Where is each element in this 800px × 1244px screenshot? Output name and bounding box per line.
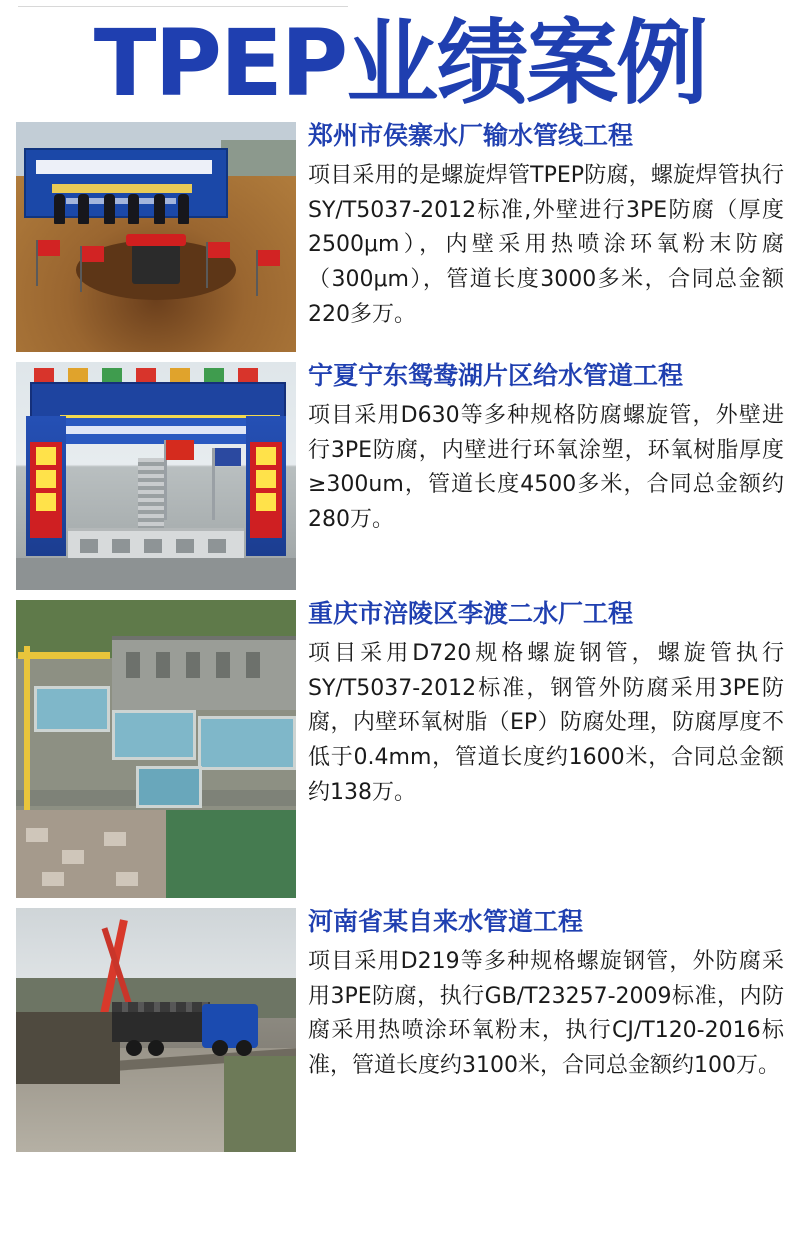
water-plant-aerial-photo bbox=[16, 600, 296, 898]
photo-building-window bbox=[216, 652, 230, 678]
photo-building-window bbox=[126, 652, 140, 678]
case-text bbox=[308, 908, 784, 1084]
photo-dirt-bank bbox=[16, 1012, 120, 1084]
photo-person bbox=[78, 194, 89, 224]
photo-water-tank bbox=[136, 766, 202, 808]
case-item-henan bbox=[16, 908, 784, 1152]
page-title: TPEP业绩案例 bbox=[93, 10, 707, 117]
photo-person bbox=[128, 194, 139, 224]
case-item-zhengzhou bbox=[16, 122, 784, 352]
photo-banner-char bbox=[36, 493, 56, 511]
photo-debris bbox=[62, 850, 84, 864]
photo-cabin-window bbox=[208, 539, 226, 553]
photo-pennant bbox=[170, 368, 190, 382]
case-list bbox=[16, 122, 784, 1152]
photo-arch-header bbox=[30, 382, 286, 420]
photo-red-flag bbox=[258, 250, 280, 266]
photo-arch-subheader bbox=[38, 418, 274, 444]
banner-line-1 bbox=[36, 160, 212, 174]
photo-truck-wheel bbox=[126, 1040, 142, 1056]
photo-cabin-window bbox=[144, 539, 162, 553]
case-heading: 郑州市侯寨水厂输水管线工程 bbox=[308, 121, 634, 150]
photo-plant-building bbox=[112, 636, 296, 710]
photo-cabin-window bbox=[176, 539, 194, 553]
photo-construction-rubble bbox=[16, 810, 168, 898]
photo-red-flag bbox=[38, 240, 60, 256]
photo-green-netting bbox=[166, 810, 296, 898]
photo-national-flag bbox=[166, 440, 194, 460]
groundbreaking-ceremony-photo bbox=[16, 122, 296, 352]
photo-pennant bbox=[68, 368, 88, 382]
photo-debris bbox=[42, 872, 64, 886]
case-text bbox=[308, 122, 784, 333]
case-item-chongqing bbox=[16, 600, 784, 898]
photo-cabin-window bbox=[80, 539, 98, 553]
photo-person bbox=[154, 194, 165, 224]
photo-banner-char bbox=[256, 470, 276, 488]
case-body: 项目采用的是螺旋焊管TPEP防腐，螺旋焊管执行SY/T5037-2012标准,外壁进行3PE防腐（厚度2500μm），内壁采用热喷涂环氧粉末防腐（300μm），管道长度3000多米，合同总金额220多万。 bbox=[308, 162, 784, 327]
photo-truck-wheel bbox=[236, 1040, 252, 1056]
photo-truck-wheel bbox=[212, 1040, 228, 1056]
photo-person bbox=[104, 194, 115, 224]
photo-person bbox=[178, 194, 189, 224]
photo-debris bbox=[26, 828, 48, 842]
photo-water-tank bbox=[34, 686, 110, 732]
photo-arch-subtext bbox=[52, 426, 260, 434]
ceremonial-gate-photo bbox=[16, 362, 296, 590]
top-divider bbox=[18, 6, 348, 7]
case-body: 项目采用D720规格螺旋钢管，螺旋管执行SY/T5037-2012标准，钢管外防腐采用3PE防腐，内壁环氧树脂（EP）防腐处理，防腐厚度不低于0.4mm，管道长度约1600米，合同总金额约138万。 bbox=[308, 640, 784, 805]
case-text bbox=[308, 600, 784, 811]
photo-building-window bbox=[156, 652, 170, 678]
photo-pennant bbox=[136, 368, 156, 382]
photo-debris bbox=[116, 872, 138, 886]
case-heading: 重庆市涪陵区李渡二水厂工程 bbox=[308, 599, 634, 628]
photo-red-flag bbox=[208, 242, 230, 258]
photo-truck-trailer bbox=[112, 1012, 210, 1042]
photo-blue-flag bbox=[215, 448, 241, 466]
photo-red-ribbon bbox=[126, 234, 186, 246]
photo-tower-structure bbox=[138, 458, 164, 530]
photo-pennant bbox=[102, 368, 122, 382]
photo-building-window bbox=[246, 652, 260, 678]
photo-pennant bbox=[204, 368, 224, 382]
photo-truck-wheel bbox=[148, 1040, 164, 1056]
case-heading: 宁夏宁东鸳鸯湖片区给水管道工程 bbox=[308, 361, 684, 390]
photo-cabin-window bbox=[112, 539, 130, 553]
photo-pennant bbox=[238, 368, 258, 382]
pipe-truck-on-road-photo bbox=[16, 908, 296, 1152]
photo-roadside-grass bbox=[224, 1056, 296, 1152]
photo-treeline bbox=[221, 140, 296, 178]
photo-debris bbox=[104, 832, 126, 846]
photo-crane-arm bbox=[18, 652, 110, 659]
photo-banner-char bbox=[36, 447, 56, 465]
photo-banner-char bbox=[36, 470, 56, 488]
photo-water-tank bbox=[112, 710, 196, 760]
photo-pennant bbox=[34, 368, 54, 382]
photo-banner-char bbox=[256, 493, 276, 511]
photo-red-banner-right bbox=[250, 442, 282, 538]
photo-water-tank bbox=[198, 716, 296, 770]
banner-line-2 bbox=[52, 184, 192, 193]
photo-ground bbox=[16, 558, 296, 590]
case-heading: 河南省某自来水管道工程 bbox=[308, 907, 584, 936]
photo-red-flag bbox=[82, 246, 104, 262]
photo-building-window bbox=[186, 652, 200, 678]
photo-red-banner-left bbox=[30, 442, 62, 538]
case-body: 项目采用D630等多种规格防腐螺旋管，外壁进行3PE防腐，内壁进行环氧涂塑，环氧树脂厚度≥300um，管道长度4500多米，合同总金额约280万。 bbox=[308, 402, 784, 532]
case-text bbox=[308, 362, 784, 538]
photo-monument bbox=[132, 242, 180, 284]
photo-person bbox=[54, 194, 65, 224]
photo-banner-char bbox=[256, 447, 276, 465]
case-item-ningxia bbox=[16, 362, 784, 590]
case-body: 项目采用D219等多种规格螺旋钢管，外防腐采用3PE防腐，执行GB/T23257-2009标准，内防腐采用热喷涂环氧粉末，执行CJ/T120-2016标准，管道长度约3100米，合同总金额约100万。 bbox=[308, 948, 784, 1078]
